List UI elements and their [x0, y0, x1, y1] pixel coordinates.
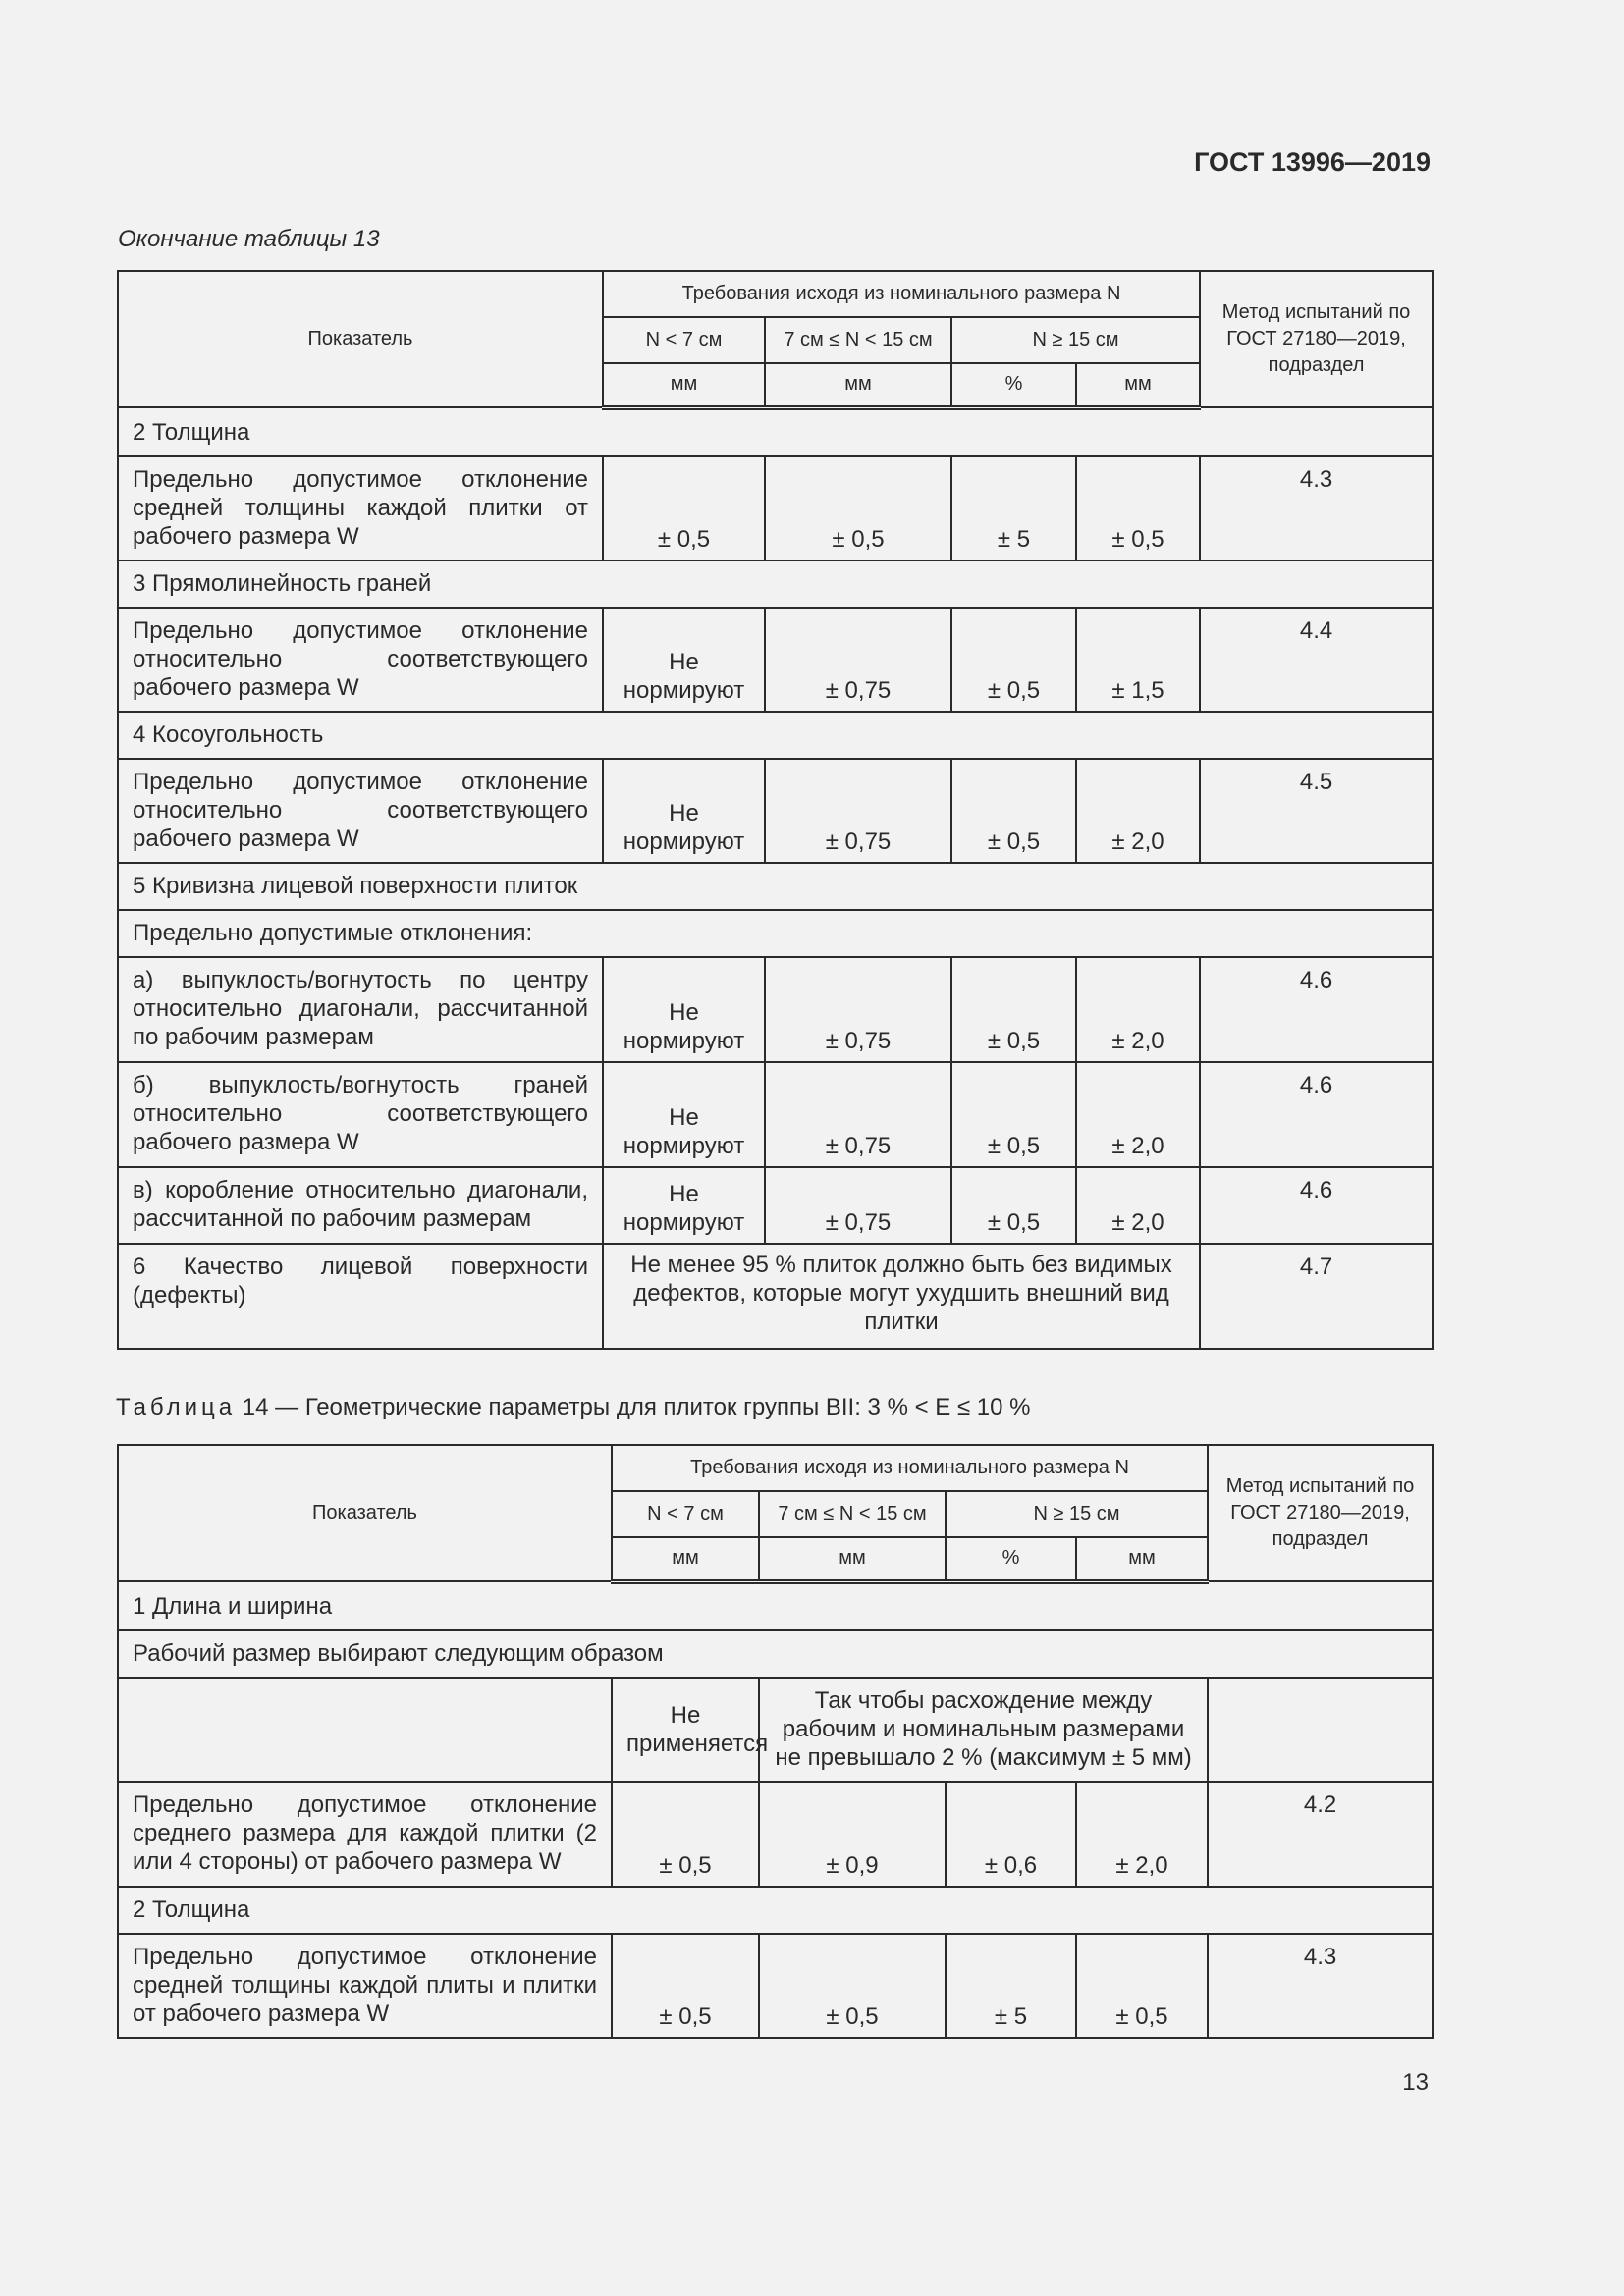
value-n-lt-7: Не нормируют [603, 957, 765, 1062]
value-mm: ± 0,5 [1076, 1934, 1208, 2038]
method-ref: 4.6 [1200, 1167, 1433, 1244]
unit-percent: % [951, 363, 1076, 407]
value-n-lt-7: Не нормируют [603, 608, 765, 712]
unit-mm: мм [603, 363, 765, 407]
indicator-text: а) выпуклость/вогнутость по центру относительно диагонали, рассчитанной по рабочим размерам [118, 957, 603, 1062]
method-ref: 4.7 [1200, 1244, 1433, 1349]
value-percent: ± 5 [946, 1934, 1076, 2038]
value-n-7-15: ± 0,75 [765, 759, 951, 863]
indicator-text: Предельно допустимое отклонение относительно соответствующего рабочего размера W [118, 608, 603, 712]
value-percent: ± 0,5 [951, 957, 1076, 1062]
header-n-lt-7: N < 7 см [612, 1491, 759, 1537]
header-method: Метод испытаний по ГОСТ 27180—2019, подраздел [1200, 271, 1433, 407]
value-n-7-15: ± 0,75 [765, 608, 951, 712]
indicator-text: Предельно допустимое отклонение средней толщины каждой плиты и плитки от рабочего размера W [118, 1934, 612, 2038]
indicator-text [118, 1678, 612, 1782]
indicator-text: в) коробление относительно диагонали, рассчитанной по рабочим размерам [118, 1167, 603, 1244]
table-14 [117, 1444, 1434, 2039]
method-ref: 4.2 [1208, 1782, 1433, 1887]
section-row: 4 Косоугольность [118, 712, 1433, 759]
section-row: 5 Кривизна лицевой поверхности плиток [118, 863, 1433, 910]
value-percent: ± 0,5 [951, 1167, 1076, 1244]
section-row: 2 Толщина [118, 407, 1433, 456]
header-requirements: Требования исходя из номинального размера N [612, 1445, 1208, 1491]
unit-mm: мм [1076, 363, 1200, 407]
table-row [118, 1934, 1433, 2038]
table-row [118, 1062, 1433, 1167]
value-n-lt-7: Не нормируют [603, 1167, 765, 1244]
indicator-text: 6 Качество лицевой поверхности (дефекты) [118, 1244, 603, 1349]
indicator-text: Предельно допустимое отклонение относительно соответствующего рабочего размера W [118, 759, 603, 863]
table-row [118, 1782, 1433, 1887]
value-n-7-15: ± 0,5 [759, 1934, 946, 2038]
unit-mm: мм [759, 1537, 946, 1581]
unit-mm: мм [765, 363, 951, 407]
table-row [118, 1244, 1433, 1349]
value-percent: ± 0,5 [951, 759, 1076, 863]
value-n-7-15: ± 0,5 [765, 456, 951, 561]
method-ref [1208, 1678, 1433, 1782]
table-row [118, 1167, 1433, 1244]
table-row [118, 957, 1433, 1062]
header-indicator: Показатель [118, 271, 603, 407]
table-row [118, 608, 1433, 712]
table13-caption: Окончание таблицы 13 [118, 226, 380, 252]
value-percent: ± 0,6 [946, 1782, 1076, 1887]
header-n-ge-15: N ≥ 15 см [951, 317, 1200, 363]
header-n-ge-15: N ≥ 15 см [946, 1491, 1208, 1537]
value-n-7-15: ± 0,75 [765, 1167, 951, 1244]
method-ref: 4.3 [1208, 1934, 1433, 2038]
value-mm: ± 1,5 [1076, 608, 1200, 712]
unit-mm: мм [612, 1537, 759, 1581]
method-ref: 4.5 [1200, 759, 1433, 863]
header-n-7-15: 7 см ≤ N < 15 см [765, 317, 951, 363]
table14-caption [116, 1394, 1030, 1421]
value-mm: ± 0,5 [1076, 456, 1200, 561]
table-row [118, 456, 1433, 561]
section-row: 2 Толщина [118, 1887, 1433, 1934]
header-n-7-15: 7 см ≤ N < 15 см [759, 1491, 946, 1537]
indicator-text: Предельно допустимое отклонение средней толщины каждой плитки от рабочего размера W [118, 456, 603, 561]
method-ref: 4.3 [1200, 456, 1433, 561]
table-row [118, 1678, 1433, 1782]
indicator-text: Предельно допустимое отклонение среднего размера для каждой плитки (2 или 4 стороны) от рабочего размера W [118, 1782, 612, 1887]
table-13 [117, 270, 1434, 1350]
page-number: 13 [1402, 2069, 1429, 2096]
unit-percent: % [946, 1537, 1076, 1581]
section-row: 1 Длина и ширина [118, 1581, 1433, 1630]
table14-caption-prefix: Таблица [116, 1394, 237, 1420]
value-n-lt-7: ± 0,5 [612, 1782, 759, 1887]
value-n-lt-7: ± 0,5 [612, 1934, 759, 2038]
header-indicator: Показатель [118, 1445, 612, 1581]
document-code: ГОСТ 13996—2019 [1194, 147, 1431, 177]
value-percent: ± 5 [951, 456, 1076, 561]
header-method: Метод испытаний по ГОСТ 27180—2019, подраздел [1208, 1445, 1433, 1581]
table-row [118, 759, 1433, 863]
merged-requirement: Так чтобы расхождение между рабочим и номинальным размерами не превышало 2 % (максимум ± 5 мм) [759, 1678, 1208, 1782]
value-n-7-15: ± 0,9 [759, 1782, 946, 1887]
value-mm: ± 2,0 [1076, 759, 1200, 863]
header-requirements: Требования исходя из номинального размера N [603, 271, 1200, 317]
value-mm: ± 2,0 [1076, 1167, 1200, 1244]
value-percent: ± 0,5 [951, 1062, 1076, 1167]
value-n-7-15: ± 0,75 [765, 957, 951, 1062]
value-mm: ± 2,0 [1076, 1782, 1208, 1887]
value-n-lt-7: Не нормируют [603, 759, 765, 863]
table14-caption-text: 14 — Геометрические параметры для плиток группы BII: 3 % < E ≤ 10 % [242, 1394, 1031, 1420]
section-row: Рабочий размер выбирают следующим образом [118, 1630, 1433, 1678]
value-n-lt-7: Не нормируют [603, 1062, 765, 1167]
value-n-7-15: ± 0,75 [765, 1062, 951, 1167]
method-ref: 4.6 [1200, 1062, 1433, 1167]
value-percent: ± 0,5 [951, 608, 1076, 712]
method-ref: 4.6 [1200, 957, 1433, 1062]
method-ref: 4.4 [1200, 608, 1433, 712]
section-row: Предельно допустимые отклонения: [118, 910, 1433, 957]
unit-mm: мм [1076, 1537, 1208, 1581]
section-row: 3 Прямолинейность граней [118, 561, 1433, 608]
indicator-text: б) выпуклость/вогнутость граней относительно соответствующего рабочего размера W [118, 1062, 603, 1167]
value-n-lt-7: Не применяется [612, 1678, 759, 1782]
value-mm: ± 2,0 [1076, 957, 1200, 1062]
header-n-lt-7: N < 7 см [603, 317, 765, 363]
value-n-lt-7: ± 0,5 [603, 456, 765, 561]
merged-requirement: Не менее 95 % плиток должно быть без видимых дефектов, которые могут ухудшить внешний вид плитки [603, 1244, 1200, 1349]
value-mm: ± 2,0 [1076, 1062, 1200, 1167]
